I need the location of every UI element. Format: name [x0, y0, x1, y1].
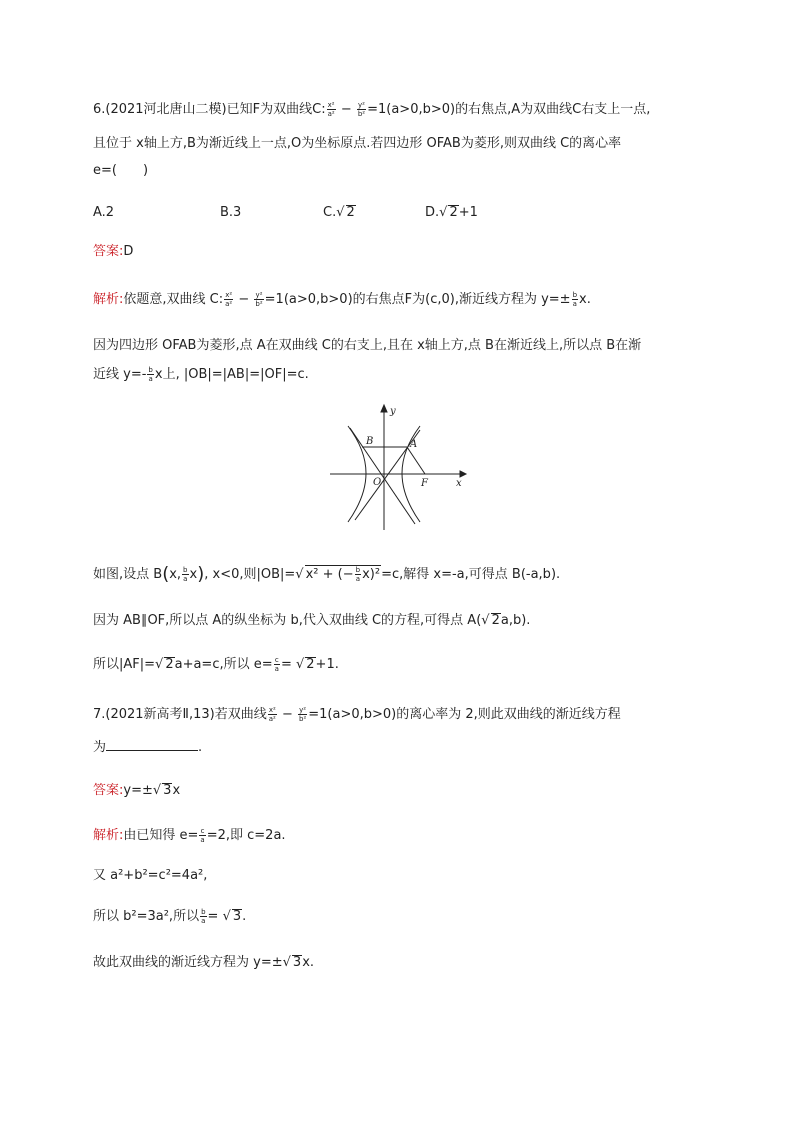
q7-analysis-4: 故此双曲线的渐近线方程为 y=±√ 3x.	[93, 955, 315, 970]
q7-number: 7.	[93, 707, 106, 722]
q6-analysis-2: 因为四边形 OFAB为菱形,点 A在双曲线 C的右支上,且在 x轴上方,点 B在渐近线上,所以点 B在渐	[93, 338, 642, 353]
fraction-c-a: $\frac{c}{a}$	[200, 827, 205, 844]
fraction-c-a: $\frac{c}{a}$	[274, 656, 279, 673]
asymptote-1	[350, 428, 418, 524]
fraction-b-a: $\frac{b}{a}$	[201, 908, 206, 925]
fraction-b-a: $\frac{b}{a}$	[183, 566, 188, 583]
label-b: B	[366, 436, 374, 447]
fraction-y2-b2: $\frac{\text{y²}}{\text{b²}}$	[299, 706, 307, 723]
q6-line-2: 且位于 x轴上方,B为渐近线上一点,O为坐标原点.若四边形 OFAB为菱形,则双曲线 C的离心率	[93, 136, 622, 151]
q6-analysis-4: 如图,设点 B(x, $\frac{b}{a}$ x), x<0,则|OB|=√ x² + (− $\frac{b}{a}$ x)²=c,解得 x=-a,可得点 B(-a,b).	[93, 563, 561, 585]
q6-answer	[93, 243, 133, 261]
hyperbola-left-branch	[348, 426, 366, 522]
option-a[interactable]: A.2	[93, 205, 115, 220]
fraction-x2-a2: $\frac{\text{x²}}{\text{a²}}$	[268, 706, 276, 723]
q7-answer: 答案:y=±√ 3x	[93, 783, 181, 798]
x-axis-arrow	[460, 471, 466, 477]
label-o: O	[373, 477, 382, 488]
q6-line-1: 6.(2021河北唐山二模)已知F为双曲线C: $\frac{\text{x²}}{\text{a²}}$ − $\frac{\text{y²}}{\text{b²}}$ =1(a>0,b>0)的右焦点,A为双曲线C右支上一点,	[93, 101, 651, 118]
q7-analysis-3: 所以 b²=3a²,所以 $\frac{b}{a}$ = √ 3.	[93, 908, 247, 925]
y-axis-arrow	[381, 405, 387, 412]
fraction-y2-b2: $\frac{\text{y²}}{\text{b²}}$	[255, 291, 263, 308]
hyperbola-right-branch	[402, 426, 420, 522]
label-y: y	[390, 406, 396, 417]
option-d[interactable]: D.√ 2+1	[425, 205, 478, 220]
q7-line-1: 7.(2021新高考Ⅱ,13)若双曲线 $\frac{\text{x²}}{\text{a²}}$ − $\frac{\text{y²}}{\text{b²}}$ =1(a>0,b>0)的离心率为 2,则此双曲线的渐近线方程	[93, 706, 621, 723]
label-x: x	[456, 478, 462, 489]
q6-stem-text-2: =1(a>0,b>0)的右焦点,A为双曲线C右支上一点,	[367, 102, 651, 117]
option-c[interactable]: C.√ 2	[323, 205, 355, 220]
q6-analysis-3: 近线 y=- $\frac{b}{a}$ x上, |OB|=|AB|=|OF|=c.	[93, 366, 309, 383]
fraction-b-a: $\frac{b}{a}$	[572, 291, 578, 308]
q6-number: 6.	[93, 102, 106, 117]
q6-analysis-1: 解析:依题意,双曲线 C: $\frac{\text{x²}}{\text{a²}}$ − $\frac{\text{y²}}{\text{b²}}$ =1(a>0,b>0)的右焦点F为(c,0),渐近线方程为 y=± $\frac{b}{a}$ x.	[93, 291, 591, 308]
answer-blank[interactable]	[106, 738, 198, 751]
segment-af	[407, 447, 425, 474]
option-b[interactable]: B.3	[220, 205, 242, 220]
fraction-y2-b2: $\frac{\text{y²}}{\text{b²}}$	[357, 101, 366, 118]
fraction-x2-a2: $\frac{\text{x²}}{\text{a²}}$	[225, 291, 233, 308]
answer-label: 答案:	[93, 244, 124, 259]
q7-analysis-2: 又 a²+b²=c²=4a²,	[93, 868, 208, 883]
q7-source: (2021新高考Ⅱ,13)	[105, 707, 215, 722]
q6-analysis-5: 因为 AB∥OF,所以点 A的纵坐标为 b,代入双曲线 C的方程,可得点 A(√ 2a,b).	[93, 613, 531, 628]
q6-stem-text: 已知F为双曲线C:	[226, 102, 326, 117]
fraction-b-a: $\frac{b}{a}$	[148, 366, 153, 383]
answer-label: 答案:	[93, 783, 124, 798]
q6-line-3: e=( )	[93, 163, 149, 178]
answer-value: D	[123, 244, 134, 259]
analysis-label: 解析:	[93, 292, 124, 307]
q7-analysis-1: 解析:由已知得 e= $\frac{c}{a}$ =2,即 c=2a.	[93, 827, 286, 844]
label-f: F	[421, 478, 428, 489]
q7-line-2: 为 .	[93, 740, 203, 755]
analysis-label: 解析:	[93, 828, 124, 843]
q6-source: (2021河北唐山二模)	[105, 102, 227, 117]
asymptote-2	[355, 430, 420, 520]
q6-analysis-6: 所以|AF|=√ 2a+a=c,所以 e= $\frac{c}{a}$ = √ 2+1.	[93, 656, 339, 673]
label-a: A	[410, 439, 418, 450]
fraction-x2-a2: $\frac{\text{x²}}{\text{a²}}$	[327, 101, 335, 118]
